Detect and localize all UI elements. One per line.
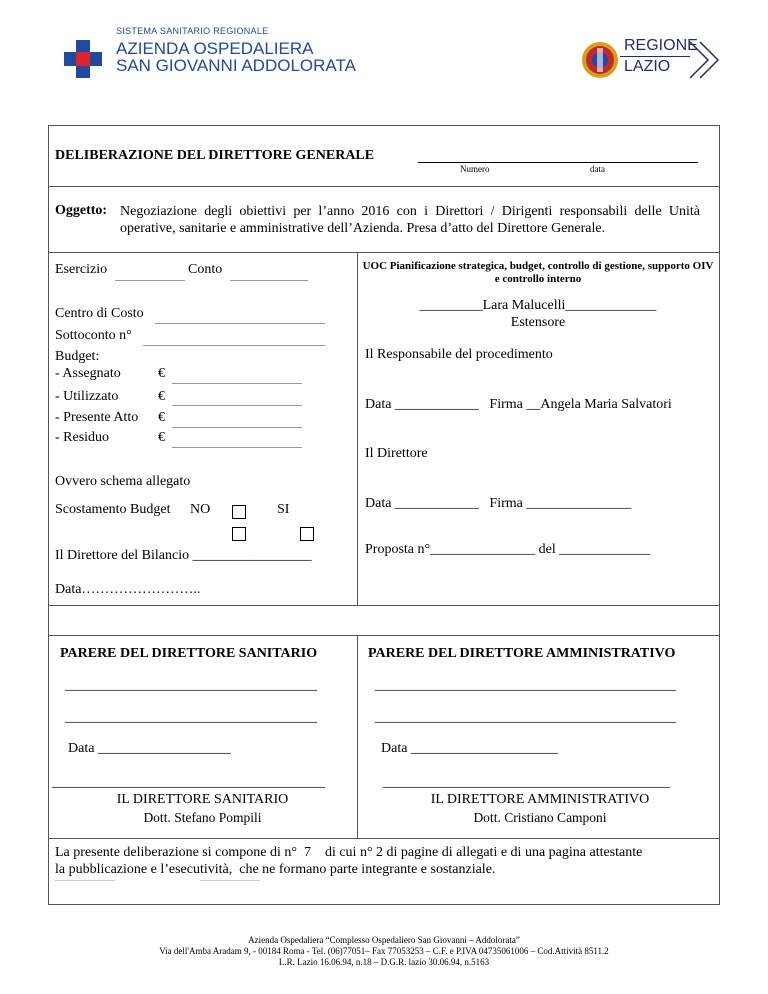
data-dots-label: Data…………………….. bbox=[55, 582, 201, 597]
footer-line-1: Azienda Ospedaliera “Complesso Ospedaliero San Giovanni – Addolorata” bbox=[248, 935, 520, 945]
footer-line-2: Via dell'Amba Aradam 9, - 00184 Roma - Tel. (06)77051– Fax 77053253 – C.F. e P.IVA 04735061006 – Cod.Attività 8511.2 bbox=[159, 946, 609, 956]
ovvero-label: Ovvero schema allegato bbox=[55, 474, 191, 489]
utilizzato-euro: € bbox=[158, 389, 165, 404]
esercizio-label: Esercizio bbox=[55, 262, 108, 277]
scostamento-label: Scostamento Budget bbox=[55, 502, 171, 517]
conto-label: Conto bbox=[188, 262, 223, 277]
data-label: data bbox=[590, 164, 605, 174]
closing-line-2: la pubblicazione e l’esecutività, che ne formano parte integrante e sostanziale. bbox=[55, 862, 496, 877]
assegnato-label: - Assegnato bbox=[55, 366, 121, 381]
closing-line-1: La presente deliberazione si compone di n° 7 di cui n° 2 di pagine di allegati e di una pagina attestante bbox=[55, 845, 643, 860]
divider-pareri bbox=[48, 838, 720, 839]
oggetto-label: Oggetto: bbox=[55, 203, 108, 218]
hospital-name-line2: SAN GIOVANNI ADDOLORATA bbox=[116, 56, 356, 75]
uoc-title: UOC Pianificazione strategica, budget, controllo di gestione, supporto OIV e controllo interno bbox=[362, 260, 714, 285]
esercizio-field[interactable] bbox=[115, 280, 185, 281]
sanitario-role: IL DIRETTORE SANITARIO bbox=[116, 792, 289, 807]
no-label: NO bbox=[190, 502, 211, 517]
numero-label: Numero bbox=[460, 164, 490, 174]
data-firma-direttore: Data ____________ Firma _______________ bbox=[365, 496, 632, 511]
parere-amministrativo-data: Data _____________________ bbox=[381, 741, 558, 756]
presente-atto-euro: € bbox=[158, 410, 165, 425]
parere-amministrativo-line-2[interactable]: ___________________________________________ bbox=[375, 710, 676, 725]
closing-underline-1 bbox=[55, 880, 115, 881]
data-firma-responsabile: Data ____________ Firma __Angela Maria Salvatori bbox=[365, 397, 672, 412]
region-emblem-icon bbox=[580, 40, 620, 80]
sottoconto-label: Sottoconto n° bbox=[55, 328, 132, 343]
assegnato-euro: € bbox=[158, 366, 165, 381]
residuo-euro: € bbox=[158, 430, 165, 445]
region-logo-rule bbox=[620, 56, 690, 57]
parere-amministrativo-title: PARERE DEL DIRETTORE AMMINISTRATIVO bbox=[368, 646, 676, 661]
amministrativo-name: Dott. Cristiano Camponi bbox=[473, 810, 607, 825]
conto-field[interactable] bbox=[230, 280, 308, 281]
numero-data-line bbox=[418, 162, 698, 163]
amministrativo-signature-line: _________________________________________ bbox=[383, 775, 670, 790]
residuo-label: - Residuo bbox=[55, 430, 110, 445]
estensore-name: _________Lara Malucelli_____________ bbox=[419, 298, 657, 313]
centro-costo-field[interactable] bbox=[155, 323, 325, 324]
parere-sanitario-title: PARERE DEL DIRETTORE SANITARIO bbox=[60, 646, 318, 661]
utilizzato-label: - Utilizzato bbox=[55, 389, 119, 404]
si-label: SI bbox=[277, 502, 290, 517]
parere-sanitario-data: Data ___________________ bbox=[68, 741, 231, 756]
budget-label: Budget: bbox=[55, 349, 100, 364]
divider-budget bbox=[48, 605, 720, 606]
parere-sanitario-line-2[interactable]: ____________________________________ bbox=[65, 710, 317, 725]
region-logo-chevron-icon bbox=[688, 40, 720, 80]
sottoconto-field[interactable] bbox=[143, 345, 325, 346]
parere-amministrativo-line-1[interactable]: ___________________________________________ bbox=[375, 678, 676, 693]
oggetto-text: Negoziazione degli obiettivi per l’anno 2016 con i Direttori / Dirigenti responsabili delle Unità operative, sanitarie e amministrative dell’Azienda. Presa d’atto del Direttore Generale. bbox=[120, 204, 700, 236]
divider-title bbox=[48, 186, 720, 187]
footer-line-3: L.R. Lazio 16.06.94, n.18 – D.G.R. lazio 30.06.94, n.5163 bbox=[278, 957, 490, 967]
page-title: DELIBERAZIONE DEL DIRETTORE GENERALE bbox=[55, 148, 375, 163]
region-name-line1: REGIONE bbox=[624, 37, 698, 54]
divider-vertical-top bbox=[357, 252, 358, 605]
direttore-bilancio-label: Il Direttore del Bilancio _________________ bbox=[55, 548, 312, 563]
proposta-line: Proposta n°_______________ del _____________ bbox=[365, 542, 651, 557]
amministrativo-role: IL DIRETTORE AMMINISTRATIVO bbox=[430, 792, 650, 807]
red-cross-logo-icon bbox=[62, 38, 104, 80]
closing-underline-2 bbox=[200, 880, 260, 881]
si-checkbox[interactable] bbox=[300, 527, 314, 541]
estensore-label: Estensore bbox=[510, 315, 566, 330]
presente-atto-field[interactable] bbox=[172, 427, 302, 428]
system-label: SISTEMA SANITARIO REGIONALE bbox=[116, 26, 269, 36]
responsabile-label: Il Responsabile del procedimento bbox=[365, 347, 553, 362]
assegnato-field[interactable] bbox=[172, 383, 302, 384]
divider-oggetto bbox=[48, 252, 720, 253]
parere-sanitario-line-1[interactable]: ____________________________________ bbox=[65, 678, 317, 693]
sanitario-signature-line: _______________________________________ bbox=[52, 775, 325, 790]
residuo-field[interactable] bbox=[172, 447, 302, 448]
hospital-name-line1: AZIENDA OSPEDALIERA bbox=[116, 39, 314, 58]
no-checkbox-2[interactable] bbox=[232, 527, 246, 541]
divider-vertical-pareri bbox=[357, 635, 358, 838]
il-direttore-label: Il Direttore bbox=[365, 446, 428, 461]
no-checkbox[interactable] bbox=[232, 505, 246, 519]
utilizzato-field[interactable] bbox=[172, 405, 302, 406]
presente-atto-label: - Presente Atto bbox=[55, 410, 139, 425]
centro-costo-label: Centro di Costo bbox=[55, 306, 144, 321]
divider-spacer bbox=[48, 635, 720, 636]
sanitario-name: Dott. Stefano Pompili bbox=[143, 810, 262, 825]
region-name-line2: LAZIO bbox=[624, 58, 671, 75]
